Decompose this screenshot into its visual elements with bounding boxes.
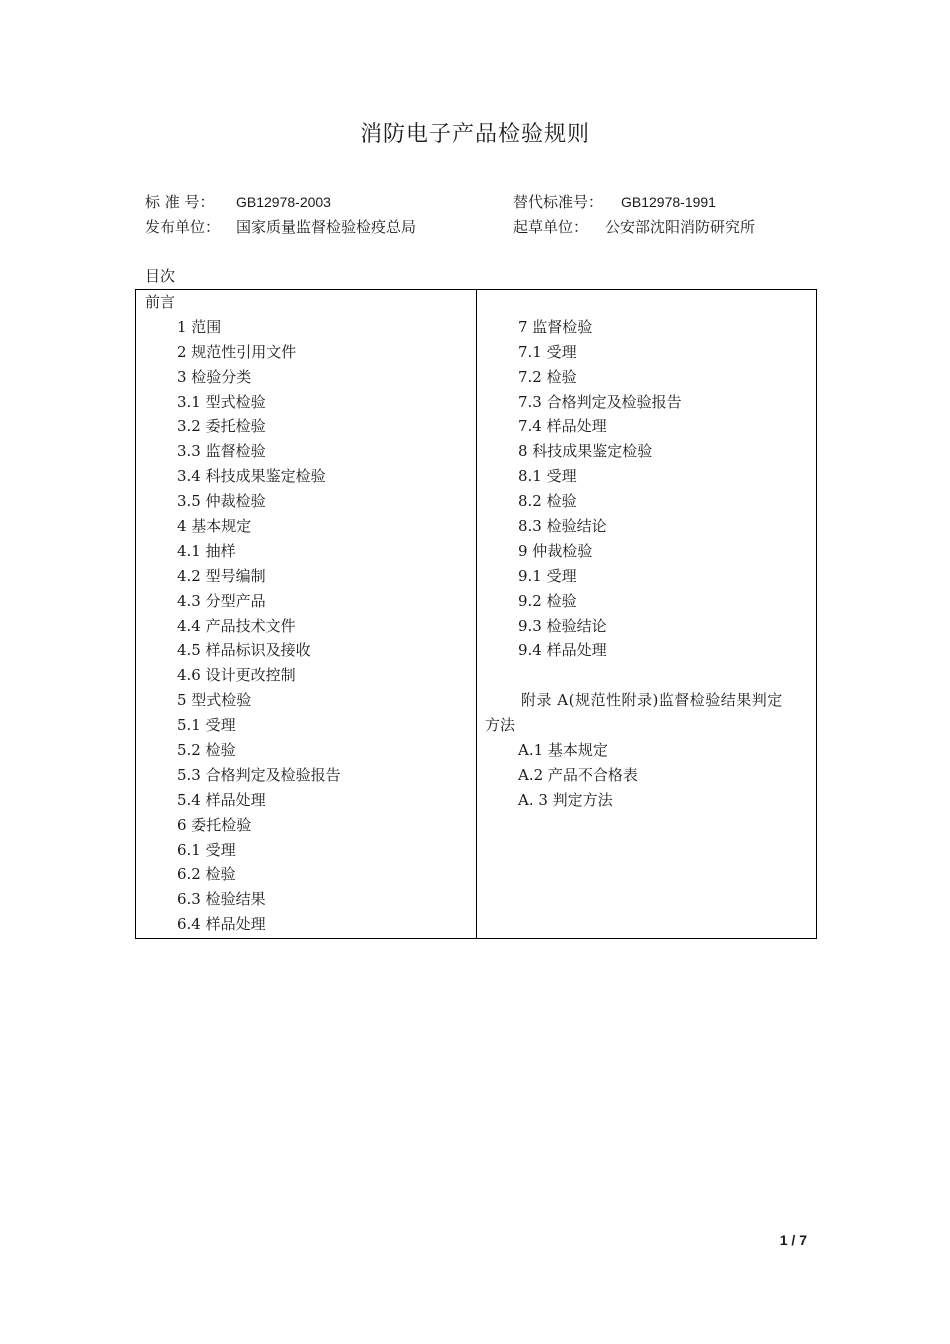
toc-entry: 5.1 受理 bbox=[177, 716, 236, 735]
toc-entry: 6.3 检验结果 bbox=[177, 890, 266, 909]
toc-entry: A.2 产品不合格表 bbox=[518, 765, 638, 784]
toc-entry: 4.3 分型产品 bbox=[177, 591, 266, 610]
toc-entry: 4.5 样品标识及接收 bbox=[177, 641, 311, 660]
page-number: 1 / 7 bbox=[779, 1232, 807, 1248]
toc-entry: 6.1 受理 bbox=[177, 840, 236, 859]
toc-entry bbox=[477, 663, 817, 688]
toc-table bbox=[135, 289, 817, 939]
toc-entry: 4.1 抽样 bbox=[177, 541, 236, 560]
toc-entry: 3.1 型式检验 bbox=[177, 392, 266, 411]
toc-entry: 3.3 监督检验 bbox=[177, 442, 266, 461]
toc-entry: 2 规范性引用文件 bbox=[177, 342, 297, 361]
toc-entry: 附录 A(规范性附录)监督检验结果判定 bbox=[521, 691, 783, 710]
toc-entry: 8.3 检验结论 bbox=[518, 517, 607, 536]
toc-entry bbox=[477, 290, 817, 315]
toc-entry: 4 基本规定 bbox=[177, 517, 252, 536]
issuer-row bbox=[145, 215, 416, 239]
toc-entry: 前言 bbox=[145, 293, 176, 311]
drafter-row bbox=[513, 215, 755, 239]
toc-entry: 3.2 委托检验 bbox=[177, 417, 266, 436]
toc-entry: 7.4 样品处理 bbox=[518, 417, 607, 436]
toc-entry: 5.2 检验 bbox=[177, 741, 236, 760]
toc-entry: A. 3 判定方法 bbox=[518, 790, 613, 809]
toc-entry: 4.6 设计更改控制 bbox=[177, 666, 296, 685]
toc-entry: 8.1 受理 bbox=[518, 467, 577, 486]
toc-entry: 6.4 样品处理 bbox=[177, 915, 266, 934]
toc-entry: 1 范围 bbox=[177, 317, 222, 336]
toc-entry: 方法 bbox=[485, 716, 516, 735]
toc-entry: 6 委托检验 bbox=[177, 815, 252, 834]
standard-number-row bbox=[145, 190, 331, 214]
toc-entry: 3.4 科技成果鉴定检验 bbox=[177, 467, 326, 486]
toc-right-column bbox=[477, 290, 817, 813]
drafter-label: 起草单位： bbox=[513, 218, 589, 236]
toc-entry: 3 检验分类 bbox=[177, 367, 252, 386]
standard-number-label: 标 准 号： bbox=[145, 193, 215, 211]
toc-left-column bbox=[136, 290, 476, 937]
replaces-standard-label: 替代标准号： bbox=[513, 193, 604, 211]
toc-entry: 9.4 样品处理 bbox=[518, 641, 607, 660]
toc-entry: 4.4 产品技术文件 bbox=[177, 616, 296, 635]
toc-entry: 8.2 检验 bbox=[518, 492, 577, 511]
issuer-label: 发布单位： bbox=[145, 218, 221, 236]
toc-entry: 7.1 受理 bbox=[518, 342, 577, 361]
toc-entry: 7.2 检验 bbox=[518, 367, 577, 386]
drafter-value: 公安部沈阳消防研究所 bbox=[605, 218, 756, 236]
toc-entry: 9.1 受理 bbox=[518, 566, 577, 585]
toc-entry: 7 监督检验 bbox=[518, 317, 593, 336]
document-title: 消防电子产品检验规则 bbox=[359, 122, 590, 147]
toc-entry: 5.4 样品处理 bbox=[177, 790, 266, 809]
toc-entry: 9.3 检验结论 bbox=[518, 616, 607, 635]
toc-entry: 5.3 合格判定及检验报告 bbox=[177, 765, 341, 784]
toc-entry: 7.3 合格判定及检验报告 bbox=[518, 392, 682, 411]
standard-number-value: GB12978-2003 bbox=[236, 194, 331, 210]
toc-entry: 5 型式检验 bbox=[177, 691, 252, 710]
toc-entry: 6.2 检验 bbox=[177, 865, 236, 884]
toc-entry: A.1 基本规定 bbox=[518, 741, 608, 760]
toc-entry: 9 仲裁检验 bbox=[518, 541, 593, 560]
replaces-standard-value: GB12978-1991 bbox=[621, 194, 716, 210]
replaces-standard-row bbox=[513, 190, 716, 214]
toc-entry: 4.2 型号编制 bbox=[177, 566, 266, 585]
toc-entry: 8 科技成果鉴定检验 bbox=[518, 442, 653, 461]
toc-entry: 3.5 仲裁检验 bbox=[177, 492, 266, 511]
toc-entry: 9.2 检验 bbox=[518, 591, 577, 610]
toc-heading: 目次 bbox=[145, 267, 176, 285]
issuer-value: 国家质量监督检验检疫总局 bbox=[236, 218, 417, 236]
